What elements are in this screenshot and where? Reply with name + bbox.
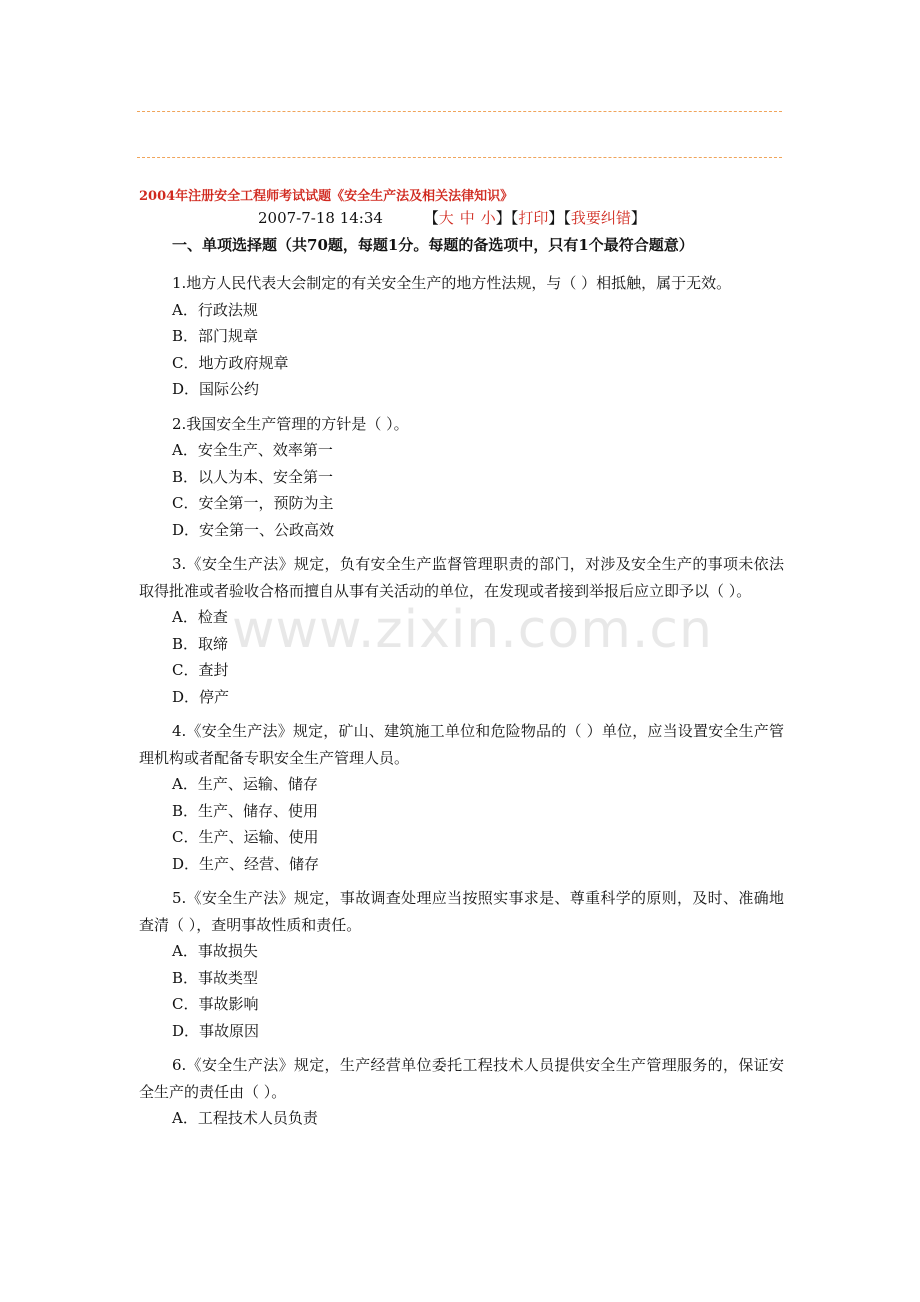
option-d: D．国际公约 [172, 380, 260, 398]
section-heading: 一、单项选择题（共70题，每题1分。每题的备选项中，只有1个最符合题意） [172, 236, 694, 254]
option-b: B．事故类型 [172, 968, 259, 987]
header-divider [137, 157, 782, 158]
option-b: B．生产、储存、使用 [172, 801, 319, 820]
report-error-link[interactable]: 我要纠错 [570, 209, 631, 227]
print-link[interactable]: 打印 [518, 209, 549, 227]
option-d: D．生产、经营、储存 [172, 854, 320, 873]
question-text: 2.我国安全生产管理的方针是（ ）。 [172, 414, 409, 433]
question-item [139, 551, 784, 710]
option-c: C．地方政府规章 [172, 353, 289, 372]
option-c: C．安全第一，预防为主 [172, 494, 334, 512]
option-b: B．部门规章 [172, 327, 259, 345]
font-size-controls: 【大 中 小】 [423, 209, 511, 227]
question-text: 1.地方人民代表大会制定的有关安全生产的地方性法规，与（ ）相抵触，属于无效。 [172, 274, 732, 292]
option-d: D．安全第一、公政高效 [172, 520, 335, 539]
print-control: 【打印】 [510, 209, 564, 227]
option-d: D．停产 [172, 687, 230, 706]
question-text: 6.《安全生产法》规定，生产经营单位委托工程技术人员提供安全生产管理服务的，保证安全生产的责任由（ ）。 [139, 1056, 784, 1101]
article-meta-bar [258, 207, 646, 228]
question-item [139, 270, 784, 403]
watermark: www.zixin.com.cn [232, 600, 713, 660]
option-b: B．取缔 [172, 634, 229, 653]
option-b: B．以人为本、安全第一 [172, 467, 334, 486]
question-item [139, 885, 784, 1044]
option-c: C．查封 [172, 661, 229, 679]
question-text: 5.《安全生产法》规定，事故调查处理应当按照实事求是、尊重科学的原则，及时、准确地查清（ ），查明事故性质和责任。 [139, 889, 784, 934]
question-item [139, 411, 784, 544]
font-size-small-link[interactable]: 小 [480, 209, 496, 227]
font-size-medium-link[interactable]: 中 [459, 209, 475, 227]
option-c: C．生产、运输、使用 [172, 828, 319, 846]
report-error-control: 【我要纠错】 [563, 209, 646, 227]
question-item [139, 1052, 784, 1132]
option-a: A．事故损失 [172, 942, 258, 960]
top-divider [137, 111, 782, 112]
option-a: A．检查 [172, 608, 228, 626]
question-list [139, 270, 784, 1132]
question-text: 3.《安全生产法》规定，负有安全生产监督管理职责的部门，对涉及安全生产的事项未依法取得批准或者验收合格而擅自从事有关活动的单位，在发现或者接到举报后应立即予以（ ）。 [139, 555, 784, 600]
option-c: C．事故影响 [172, 995, 259, 1013]
font-size-large-link[interactable]: 大 [438, 209, 454, 227]
option-a: A．生产、运输、储存 [172, 775, 318, 793]
option-d: D．事故原因 [172, 1021, 260, 1040]
publish-date: 2007-7-18 14:34 [258, 209, 383, 227]
option-a: A．行政法规 [172, 300, 258, 319]
option-a: A．工程技术人员负责 [172, 1109, 318, 1127]
question-text: 4.《安全生产法》规定，矿山、建筑施工单位和危险物品的（ ）单位，应当设置安全生产管理机构或者配备专职安全生产管理人员。 [139, 722, 784, 767]
option-a: A．安全生产、效率第一 [172, 441, 333, 459]
question-item [139, 718, 784, 877]
article-title: 2004年注册安全工程师考试试题《安全生产法及相关法律知识》 [139, 189, 514, 204]
